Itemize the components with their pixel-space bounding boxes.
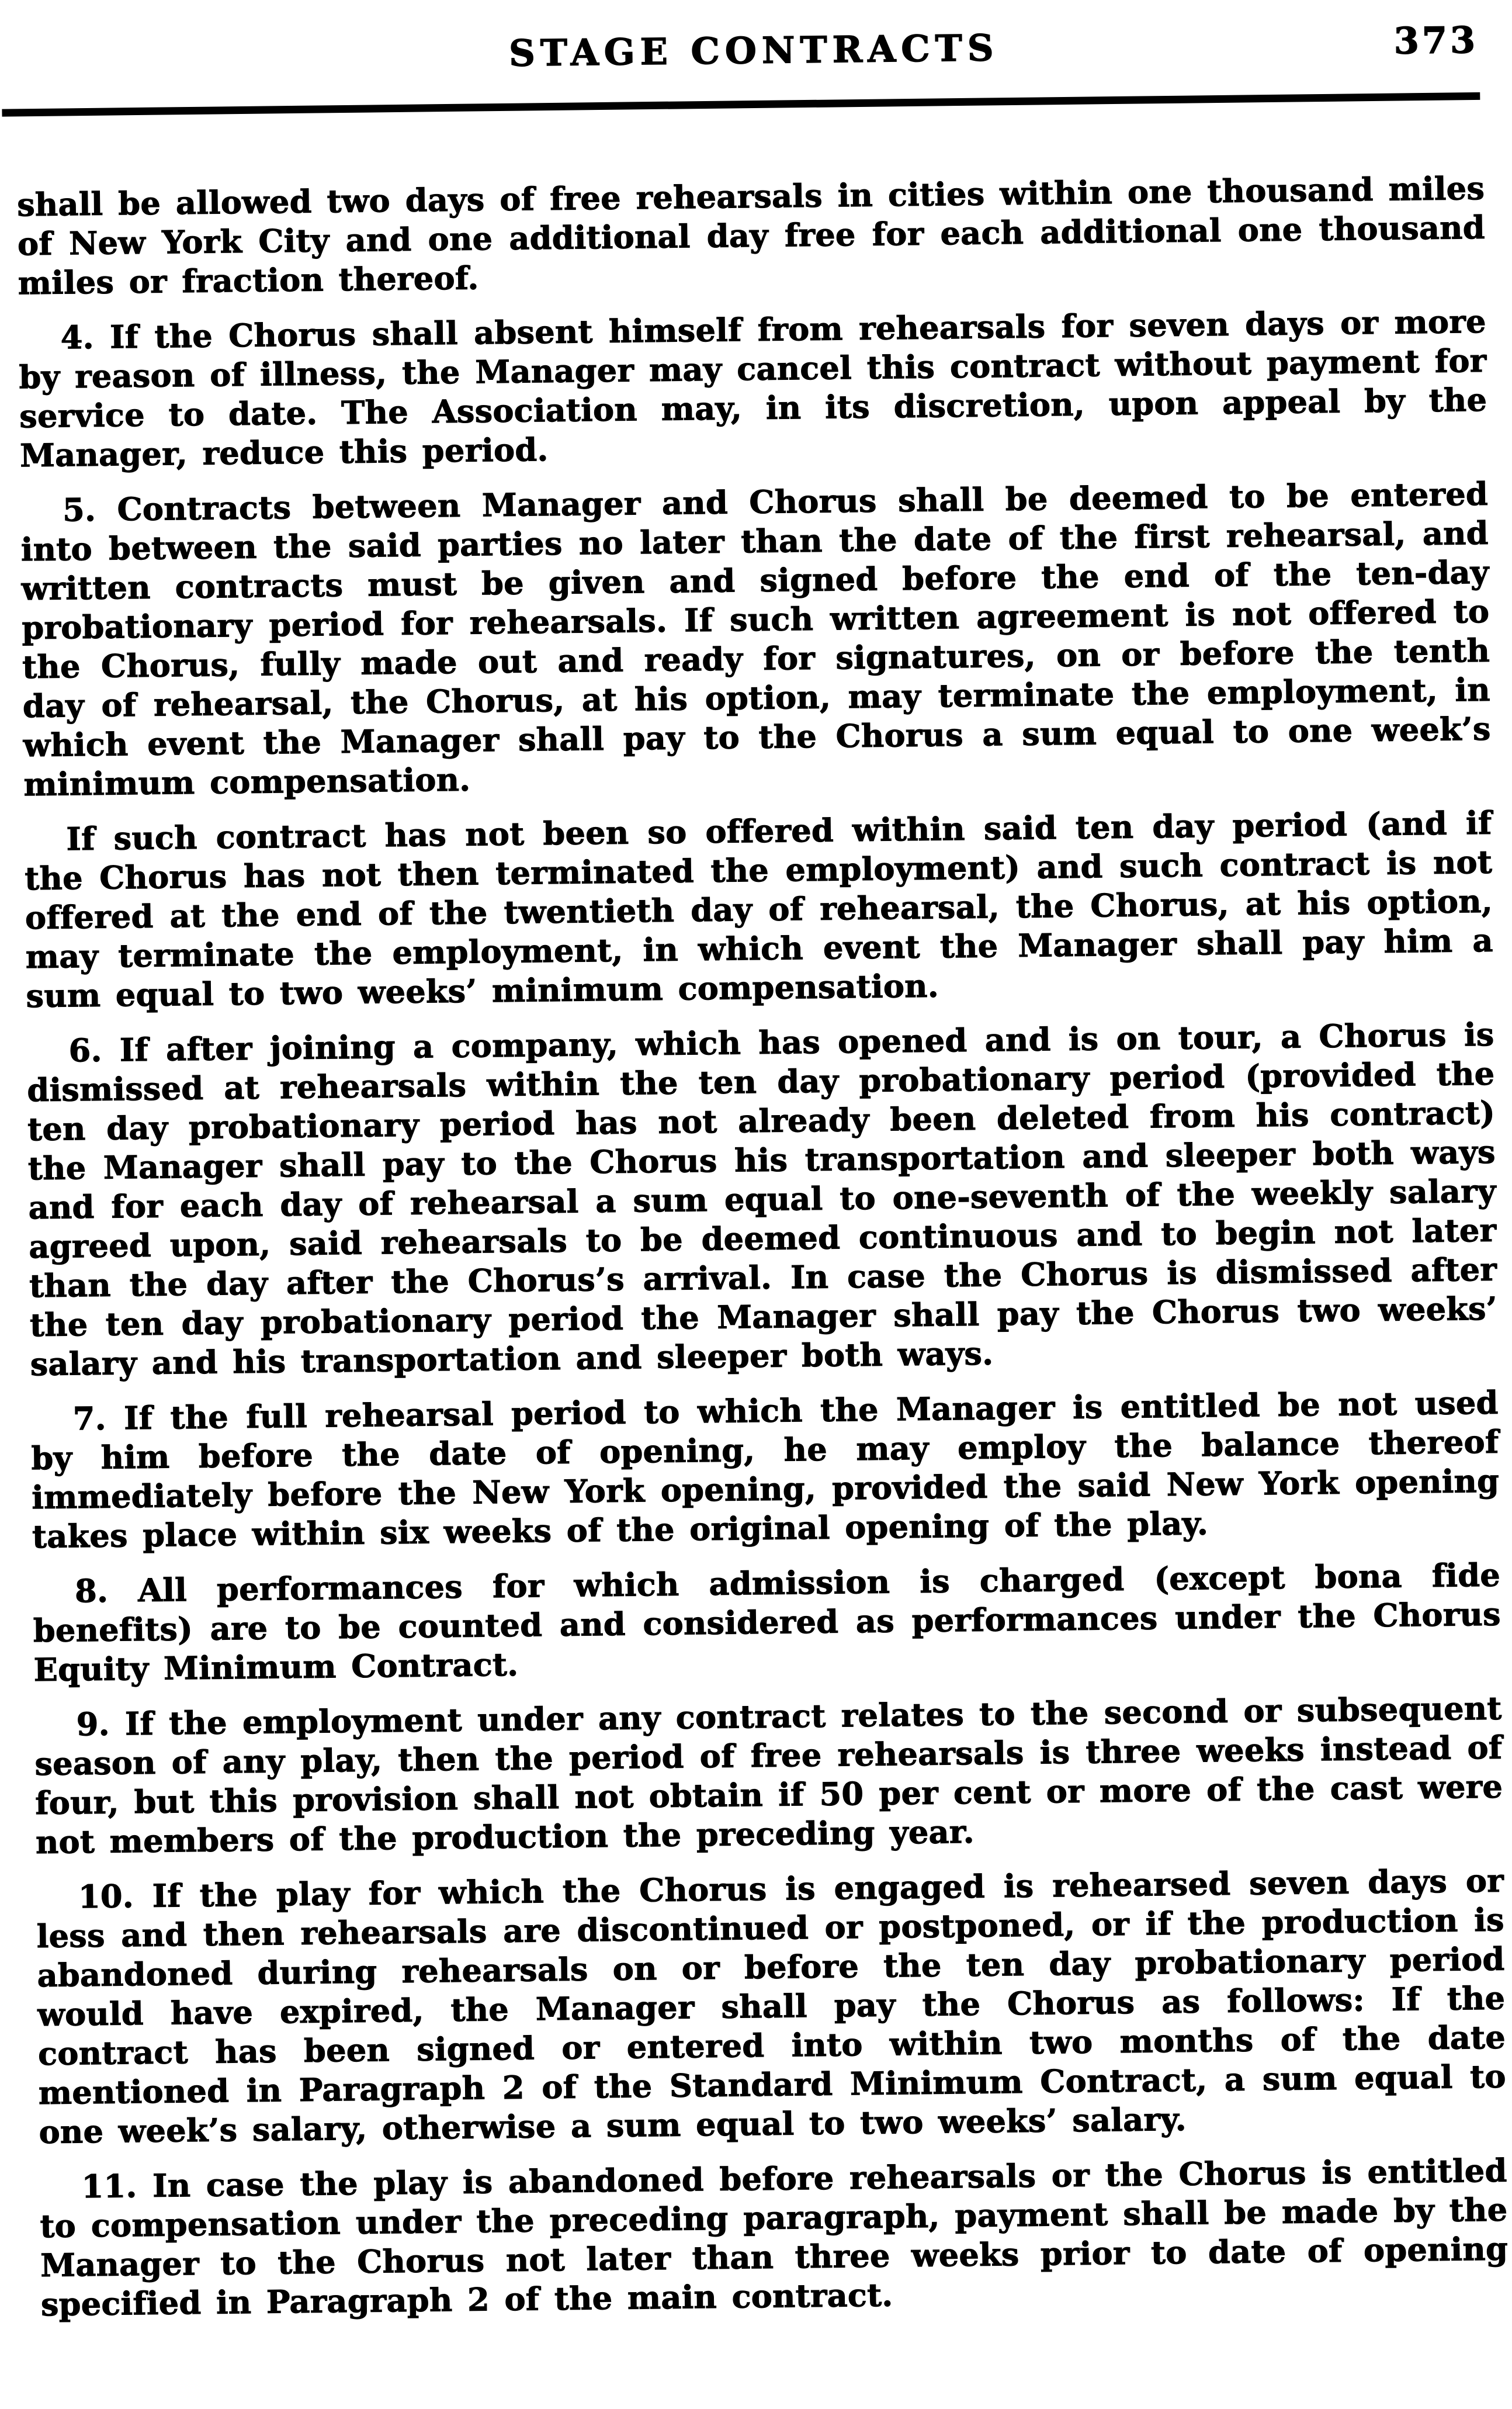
paragraph-6: 6. If after joining a company, which has opened and is on tour, a Chorus is dismissed at rehearsals within the ten day probationary period (provided the ten day probationary period has not already been deleted from his contract) the Manager shall pay to the Chorus his transportation and sleeper both ways and for each day of rehearsal a sum equal to one-seventh of the weekly salary agreed upon, said rehearsals to be deemed continuous and to begin not later than the day after the Chorus’s arrival. In case the Chorus is dismissed after the ten day probationary period the Manager shall pay the Chorus two weeks’ salary and his transportation and sleeper both ways. <box>27 1015 1498 1383</box>
paragraph-4: 4. If the Chorus shall absent himself from rehearsals for seven days or more by reason of illness, the Manager may cancel this contract without payment for service to date. The Association may, in its discretion, upon appeal by the Manager, reduce this period. <box>19 302 1487 475</box>
paragraph-8: 8. All performances for which admission is charged (except bona fide benefits) are to be counted and considered as performances under the Chorus Equity Minimum Contract. <box>33 1556 1501 1689</box>
paragraph-5-second-clause: If such contract has not been so offered within said ten day period (and if the Chorus has not then terminated the employment) and such contract is not offered at the end of the twentieth day of rehearsal, the Chorus, at his option, may terminate the employment, in which event the Manager shall pay him a sum equal to two weeks’ minimum compensation. <box>24 804 1494 1015</box>
contract-text-body <box>0 99 1512 2324</box>
paragraph-5: 5. Contracts between Manager and Chorus shall be deemed to be entered into between the said parties no later than the date of the first rehearsal, and written contracts must be given and signed before the end of the ten-day probationary period for rehearsals. If such written agreement is not offered to the Chorus, fully made out and ready for signatures, on or before the tenth day of rehearsal, the Chorus, at his option, may terminate the employment, in which event the Manager shall pay to the Chorus a sum equal to one week’s minimum compensation. <box>20 475 1491 804</box>
paragraph-continuation: shall be allowed two days of free rehearsals in cities within one thousand miles of New York City and one additional day free for each additional one thousand miles or fraction thereof. <box>16 169 1486 302</box>
page-title: STAGE CONTRACTS <box>508 26 999 75</box>
paragraph-7: 7. If the full rehearsal period to which the Manager is entitled be not used by him before the date of opening, he may employ the balance thereof immediately before the New York opening, provided the said New York opening takes place within six weeks of the original opening of the play. <box>31 1383 1500 1556</box>
running-header <box>0 0 1510 94</box>
paragraph-10: 10. If the play for which the Chorus is engaged is rehearsed seven days or less and then rehearsals are discontinued or postponed, or if the production is abandoned during rehearsals on or before the ten day probationary period would have expired, the Manager shall pay the Chorus as follows: If the contract has been signed or entered into within two months of the date mentioned in Paragraph 2 of the Standard Minimum Contract, a sum equal to one week’s salary, otherwise a sum equal to two weeks’ salary. <box>36 1861 1507 2151</box>
page-number: 373 <box>1393 18 1479 63</box>
paragraph-9: 9. If the employment under any contract relates to the second or subsequent season of any play, then the period of free rehearsals is three weeks instead of four, but this provision shall not obtain if 50 per cent or more of the cast were not members of the production the preceding year. <box>34 1689 1503 1861</box>
paragraph-11: 11. In case the play is abandoned before rehearsals or the Chorus is entitled to compensation under the preceding paragraph, payment shall be made by the Manager to the Chorus not later than three weeks prior to date of opening specified in Paragraph 2 of the main contract. <box>40 2151 1508 2324</box>
